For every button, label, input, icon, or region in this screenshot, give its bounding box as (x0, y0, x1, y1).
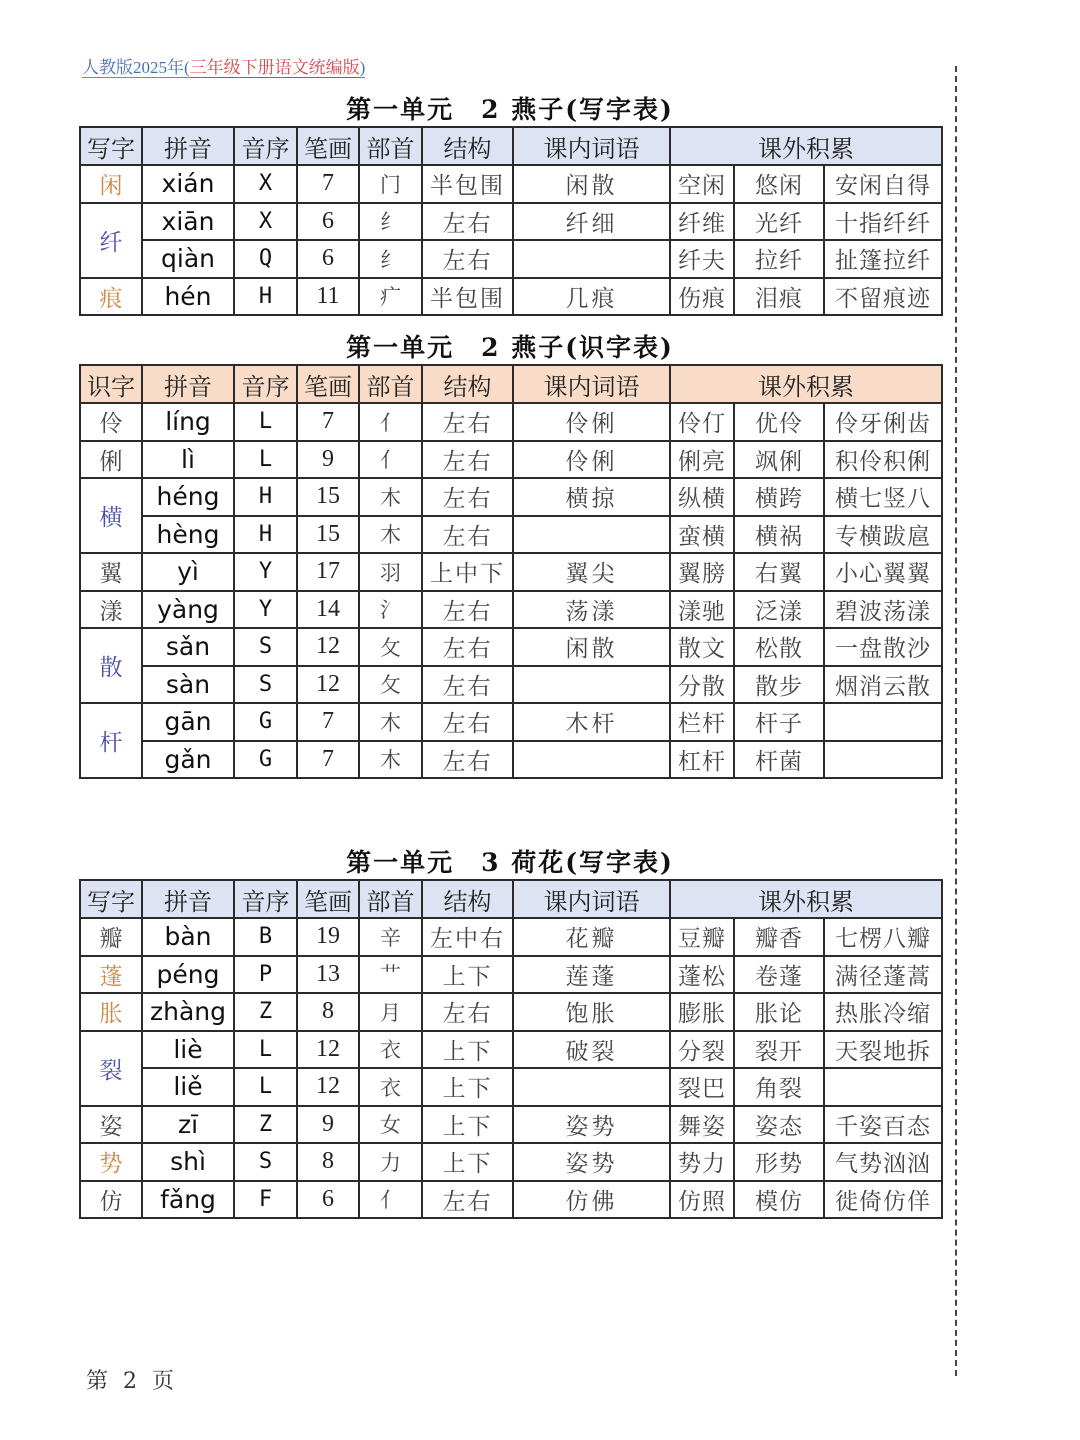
col-header-extra-words: 课外积累 (670, 127, 942, 165)
in-class-word-cell (513, 666, 670, 704)
radical-cell: 艹 (359, 956, 422, 994)
edition-label: 三年级下册语文统编版 (189, 58, 360, 77)
col-header-strokes: 笔画 (297, 365, 359, 403)
character-cell: 胀 (80, 993, 142, 1031)
extra-word-cell: 泛漾 (734, 591, 824, 629)
strokes-cell: 6 (297, 203, 359, 241)
radical-cell: 月 (359, 993, 422, 1031)
pinyin-cell: hén (142, 278, 234, 316)
initial-cell: L (234, 403, 297, 441)
strokes-cell: 7 (297, 703, 359, 741)
col-header-char: 识字 (80, 365, 142, 403)
pinyin-cell: qiàn (142, 240, 234, 278)
section-title-3: 第一单元 3 荷花(写字表) (346, 848, 674, 877)
strokes-cell: 9 (297, 1106, 359, 1144)
col-header-char: 写字 (80, 127, 142, 165)
strokes-cell: 7 (297, 741, 359, 779)
writing-table-swallow (79, 126, 943, 316)
table-row (80, 703, 942, 741)
extra-word-cell: 势力 (670, 1143, 734, 1181)
col-header-structure: 结构 (422, 880, 513, 918)
initial-cell: L (234, 1031, 297, 1069)
pinyin-cell: xián (142, 165, 234, 203)
pinyin-cell: péng (142, 956, 234, 994)
pinyin-cell: yàng (142, 591, 234, 629)
character-cell: 翼 (80, 553, 142, 591)
radical-cell: 衣 (359, 1068, 422, 1106)
extra-word-cell: 横跨 (734, 478, 824, 516)
extra-idiom-cell: 热胀冷缩 (824, 993, 942, 1031)
initial-cell: L (234, 441, 297, 479)
structure-cell: 上中下 (422, 553, 513, 591)
section-title-1: 第一单元 2 燕子(写字表) (346, 95, 674, 124)
table-row (80, 1143, 942, 1181)
character-cell: 痕 (80, 278, 142, 316)
structure-cell: 左右 (422, 203, 513, 241)
extra-word-cell: 蛮横 (670, 516, 734, 554)
extra-word-cell: 光纤 (734, 203, 824, 241)
initial-cell: B (234, 918, 297, 956)
initial-cell: G (234, 741, 297, 779)
col-header-initial: 音序 (234, 127, 297, 165)
radical-cell: 攵 (359, 628, 422, 666)
col-header-in-class-words: 课内词语 (513, 365, 670, 403)
radical-cell: 辛 (359, 918, 422, 956)
structure-cell: 左右 (422, 516, 513, 554)
strokes-cell: 17 (297, 553, 359, 591)
in-class-word-cell: 纤细 (513, 203, 670, 241)
extra-word-cell: 模仿 (734, 1181, 824, 1219)
extra-idiom-cell: 徙倚仿佯 (824, 1181, 942, 1219)
table-row (80, 1031, 942, 1069)
extra-word-cell: 膨胀 (670, 993, 734, 1031)
col-header-initial: 音序 (234, 365, 297, 403)
extra-idiom-cell: 一盘散沙 (824, 628, 942, 666)
in-class-word-cell: 花瓣 (513, 918, 670, 956)
strokes-cell: 19 (297, 918, 359, 956)
in-class-word-cell: 破裂 (513, 1031, 670, 1069)
page-number: 第 2 页 (86, 1369, 174, 1394)
extra-word-cell: 翼膀 (670, 553, 734, 591)
strokes-cell: 15 (297, 478, 359, 516)
initial-cell: H (234, 278, 297, 316)
initial-cell: H (234, 478, 297, 516)
extra-word-cell: 飒俐 (734, 441, 824, 479)
col-header-pinyin: 拼音 (142, 880, 234, 918)
pinyin-cell: sǎn (142, 628, 234, 666)
extra-word-cell: 胀论 (734, 993, 824, 1031)
strokes-cell: 12 (297, 628, 359, 666)
extra-idiom-cell: 专横跋扈 (824, 516, 942, 554)
pinyin-cell: gān (142, 703, 234, 741)
document-header (82, 56, 365, 80)
col-header-strokes: 笔画 (297, 880, 359, 918)
strokes-cell: 12 (297, 666, 359, 704)
character-cell: 杆 (80, 703, 142, 778)
in-class-word-cell: 伶俐 (513, 403, 670, 441)
initial-cell: X (234, 165, 297, 203)
section-title-2: 第一单元 2 燕子(识字表) (346, 333, 674, 362)
extra-idiom-cell: 小心翼翼 (824, 553, 942, 591)
initial-cell: S (234, 628, 297, 666)
extra-idiom-cell: 千姿百态 (824, 1106, 942, 1144)
table-row (80, 165, 942, 203)
radical-cell: 木 (359, 478, 422, 516)
extra-word-cell: 悠闲 (734, 165, 824, 203)
strokes-cell: 8 (297, 1143, 359, 1181)
extra-word-cell: 瓣香 (734, 918, 824, 956)
extra-word-cell: 拉纤 (734, 240, 824, 278)
strokes-cell: 8 (297, 993, 359, 1031)
extra-word-cell: 纤夫 (670, 240, 734, 278)
in-class-word-cell: 仿佛 (513, 1181, 670, 1219)
col-header-extra-words: 课外积累 (670, 880, 942, 918)
strokes-cell: 7 (297, 403, 359, 441)
structure-cell: 左右 (422, 628, 513, 666)
extra-word-cell: 栏杆 (670, 703, 734, 741)
pinyin-cell: líng (142, 403, 234, 441)
table-row (80, 666, 942, 704)
pinyin-cell: xiān (142, 203, 234, 241)
radical-cell: 木 (359, 741, 422, 779)
in-class-word-cell: 饱胀 (513, 993, 670, 1031)
radical-cell: 羽 (359, 553, 422, 591)
radical-cell: 亻 (359, 403, 422, 441)
pinyin-cell: liè (142, 1031, 234, 1069)
structure-cell: 半包围 (422, 278, 513, 316)
radical-cell: 衣 (359, 1031, 422, 1069)
table-row (80, 1106, 942, 1144)
header-row (80, 365, 942, 403)
pinyin-cell: hèng (142, 516, 234, 554)
structure-cell: 上下 (422, 956, 513, 994)
character-cell: 伶 (80, 403, 142, 441)
radical-cell: 木 (359, 703, 422, 741)
header-row (80, 127, 942, 165)
structure-cell: 上下 (422, 1143, 513, 1181)
structure-cell: 半包围 (422, 165, 513, 203)
strokes-cell: 12 (297, 1068, 359, 1106)
structure-cell: 左右 (422, 1181, 513, 1219)
initial-cell: H (234, 516, 297, 554)
extra-word-cell: 姿态 (734, 1106, 824, 1144)
in-class-word-cell: 伶俐 (513, 441, 670, 479)
radical-cell: 亻 (359, 441, 422, 479)
table-row (80, 993, 942, 1031)
in-class-word-cell (513, 240, 670, 278)
extra-word-cell: 纤维 (670, 203, 734, 241)
extra-word-cell: 伤痕 (670, 278, 734, 316)
extra-word-cell: 仿照 (670, 1181, 734, 1219)
extra-word-cell: 纵横 (670, 478, 734, 516)
initial-cell: P (234, 956, 297, 994)
extra-idiom-cell: 天裂地拆 (824, 1031, 942, 1069)
col-header-structure: 结构 (422, 365, 513, 403)
extra-idiom-cell: 七楞八瓣 (824, 918, 942, 956)
table-row (80, 591, 942, 629)
in-class-word-cell: 闲散 (513, 165, 670, 203)
in-class-word-cell: 莲蓬 (513, 956, 670, 994)
structure-cell: 左右 (422, 240, 513, 278)
extra-idiom-cell: 安闲自得 (824, 165, 942, 203)
in-class-word-cell (513, 1068, 670, 1106)
extra-word-cell: 杆菌 (734, 741, 824, 779)
extra-word-cell: 散文 (670, 628, 734, 666)
in-class-word-cell: 闲散 (513, 628, 670, 666)
strokes-cell: 11 (297, 278, 359, 316)
table-row (80, 918, 942, 956)
extra-word-cell: 俐亮 (670, 441, 734, 479)
extra-word-cell: 杠杆 (670, 741, 734, 779)
in-class-word-cell: 横掠 (513, 478, 670, 516)
strokes-cell: 13 (297, 956, 359, 994)
extra-word-cell: 伶仃 (670, 403, 734, 441)
character-cell: 仿 (80, 1181, 142, 1219)
initial-cell: S (234, 666, 297, 704)
extra-word-cell: 散步 (734, 666, 824, 704)
character-cell: 蓬 (80, 956, 142, 994)
radical-cell: 疒 (359, 278, 422, 316)
initial-cell: X (234, 203, 297, 241)
radical-cell: 纟 (359, 203, 422, 241)
radical-cell: 门 (359, 165, 422, 203)
table-row (80, 628, 942, 666)
col-header-radical: 部首 (359, 365, 422, 403)
col-header-structure: 结构 (422, 127, 513, 165)
extra-word-cell: 横祸 (734, 516, 824, 554)
col-header-in-class-words: 课内词语 (513, 880, 670, 918)
structure-cell: 左右 (422, 666, 513, 704)
radical-cell: 力 (359, 1143, 422, 1181)
col-header-radical: 部首 (359, 127, 422, 165)
extra-idiom-cell (824, 703, 942, 741)
pinyin-cell: shì (142, 1143, 234, 1181)
radical-cell: 亻 (359, 1181, 422, 1219)
extra-word-cell: 空闲 (670, 165, 734, 203)
character-cell: 散 (80, 628, 142, 703)
radical-cell: 女 (359, 1106, 422, 1144)
extra-idiom-cell: 不留痕迹 (824, 278, 942, 316)
cut-line-divider (955, 66, 957, 1376)
character-cell: 闲 (80, 165, 142, 203)
extra-word-cell: 杆子 (734, 703, 824, 741)
extra-word-cell: 卷蓬 (734, 956, 824, 994)
pinyin-cell: sàn (142, 666, 234, 704)
character-cell: 横 (80, 478, 142, 553)
extra-word-cell: 右翼 (734, 553, 824, 591)
extra-word-cell: 豆瓣 (670, 918, 734, 956)
structure-cell: 上下 (422, 1031, 513, 1069)
in-class-word-cell: 姿势 (513, 1106, 670, 1144)
paren-close: ) (359, 58, 366, 77)
radical-cell: 木 (359, 516, 422, 554)
pinyin-cell: liě (142, 1068, 234, 1106)
in-class-word-cell (513, 516, 670, 554)
initial-cell: L (234, 1068, 297, 1106)
extra-word-cell: 松散 (734, 628, 824, 666)
extra-idiom-cell: 积伶积俐 (824, 441, 942, 479)
structure-cell: 左右 (422, 741, 513, 779)
initial-cell: Z (234, 1106, 297, 1144)
strokes-cell: 14 (297, 591, 359, 629)
character-cell: 漾 (80, 591, 142, 629)
table-row (80, 516, 942, 554)
structure-cell: 左右 (422, 478, 513, 516)
extra-word-cell: 蓬松 (670, 956, 734, 994)
pinyin-cell: gǎn (142, 741, 234, 779)
initial-cell: Z (234, 993, 297, 1031)
extra-idiom-cell: 十指纤纤 (824, 203, 942, 241)
character-cell: 裂 (80, 1031, 142, 1106)
table-row (80, 478, 942, 516)
initial-cell: S (234, 1143, 297, 1181)
col-header-strokes: 笔画 (297, 127, 359, 165)
structure-cell: 左右 (422, 703, 513, 741)
strokes-cell: 9 (297, 441, 359, 479)
pinyin-cell: zhàng (142, 993, 234, 1031)
extra-idiom-cell: 横七竖八 (824, 478, 942, 516)
structure-cell: 左中右 (422, 918, 513, 956)
table-row (80, 1181, 942, 1219)
extra-idiom-cell: 伶牙俐齿 (824, 403, 942, 441)
extra-word-cell: 角裂 (734, 1068, 824, 1106)
character-cell: 纤 (80, 203, 142, 278)
initial-cell: F (234, 1181, 297, 1219)
col-header-radical: 部首 (359, 880, 422, 918)
table-row (80, 956, 942, 994)
radical-cell: 攵 (359, 666, 422, 704)
extra-word-cell: 裂开 (734, 1031, 824, 1069)
structure-cell: 左右 (422, 441, 513, 479)
extra-idiom-cell (824, 741, 942, 779)
extra-idiom-cell: 满径蓬蒿 (824, 956, 942, 994)
extra-word-cell: 分裂 (670, 1031, 734, 1069)
pinyin-cell: lì (142, 441, 234, 479)
strokes-cell: 7 (297, 165, 359, 203)
character-cell: 瓣 (80, 918, 142, 956)
col-header-char: 写字 (80, 880, 142, 918)
pinyin-cell: fǎng (142, 1181, 234, 1219)
extra-word-cell: 形势 (734, 1143, 824, 1181)
pinyin-cell: zī (142, 1106, 234, 1144)
extra-idiom-cell: 碧波荡漾 (824, 591, 942, 629)
pinyin-cell: bàn (142, 918, 234, 956)
initial-cell: Q (234, 240, 297, 278)
extra-word-cell: 泪痕 (734, 278, 824, 316)
radical-cell: 纟 (359, 240, 422, 278)
in-class-word-cell: 几痕 (513, 278, 670, 316)
extra-word-cell: 分散 (670, 666, 734, 704)
initial-cell: G (234, 703, 297, 741)
structure-cell: 左右 (422, 403, 513, 441)
structure-cell: 左右 (422, 591, 513, 629)
col-header-pinyin: 拼音 (142, 365, 234, 403)
initial-cell: Y (234, 591, 297, 629)
table-row (80, 278, 942, 316)
pinyin-cell: yì (142, 553, 234, 591)
extra-word-cell: 舞姿 (670, 1106, 734, 1144)
col-header-initial: 音序 (234, 880, 297, 918)
in-class-word-cell: 翼尖 (513, 553, 670, 591)
table-row (80, 441, 942, 479)
table-row (80, 553, 942, 591)
in-class-word-cell: 荡漾 (513, 591, 670, 629)
radical-cell: 氵 (359, 591, 422, 629)
table-row (80, 203, 942, 241)
strokes-cell: 6 (297, 240, 359, 278)
recognition-table-swallow (79, 364, 943, 779)
extra-idiom-cell: 烟消云散 (824, 666, 942, 704)
writing-table-lotus (79, 879, 943, 1219)
pinyin-cell: héng (142, 478, 234, 516)
extra-idiom-cell: 气势汹汹 (824, 1143, 942, 1181)
initial-cell: Y (234, 553, 297, 591)
strokes-cell: 12 (297, 1031, 359, 1069)
extra-word-cell: 裂巴 (670, 1068, 734, 1106)
header-row (80, 880, 942, 918)
table-row (80, 240, 942, 278)
extra-word-cell: 漾驰 (670, 591, 734, 629)
structure-cell: 左右 (422, 993, 513, 1031)
in-class-word-cell: 姿势 (513, 1143, 670, 1181)
table-row (80, 741, 942, 779)
col-header-in-class-words: 课内词语 (513, 127, 670, 165)
strokes-cell: 6 (297, 1181, 359, 1219)
structure-cell: 上下 (422, 1106, 513, 1144)
strokes-cell: 15 (297, 516, 359, 554)
character-cell: 姿 (80, 1106, 142, 1144)
structure-cell: 上下 (422, 1068, 513, 1106)
extra-idiom-cell (824, 1068, 942, 1106)
extra-idiom-cell: 扯篷拉纤 (824, 240, 942, 278)
publisher-label: 人教版2025年 (82, 58, 184, 77)
character-cell: 俐 (80, 441, 142, 479)
extra-word-cell: 优伶 (734, 403, 824, 441)
in-class-word-cell (513, 741, 670, 779)
in-class-word-cell: 木杆 (513, 703, 670, 741)
paren-open: ( (184, 58, 190, 77)
table-row (80, 403, 942, 441)
character-cell: 势 (80, 1143, 142, 1181)
col-header-pinyin: 拼音 (142, 127, 234, 165)
col-header-extra-words: 课外积累 (670, 365, 942, 403)
table-row (80, 1068, 942, 1106)
